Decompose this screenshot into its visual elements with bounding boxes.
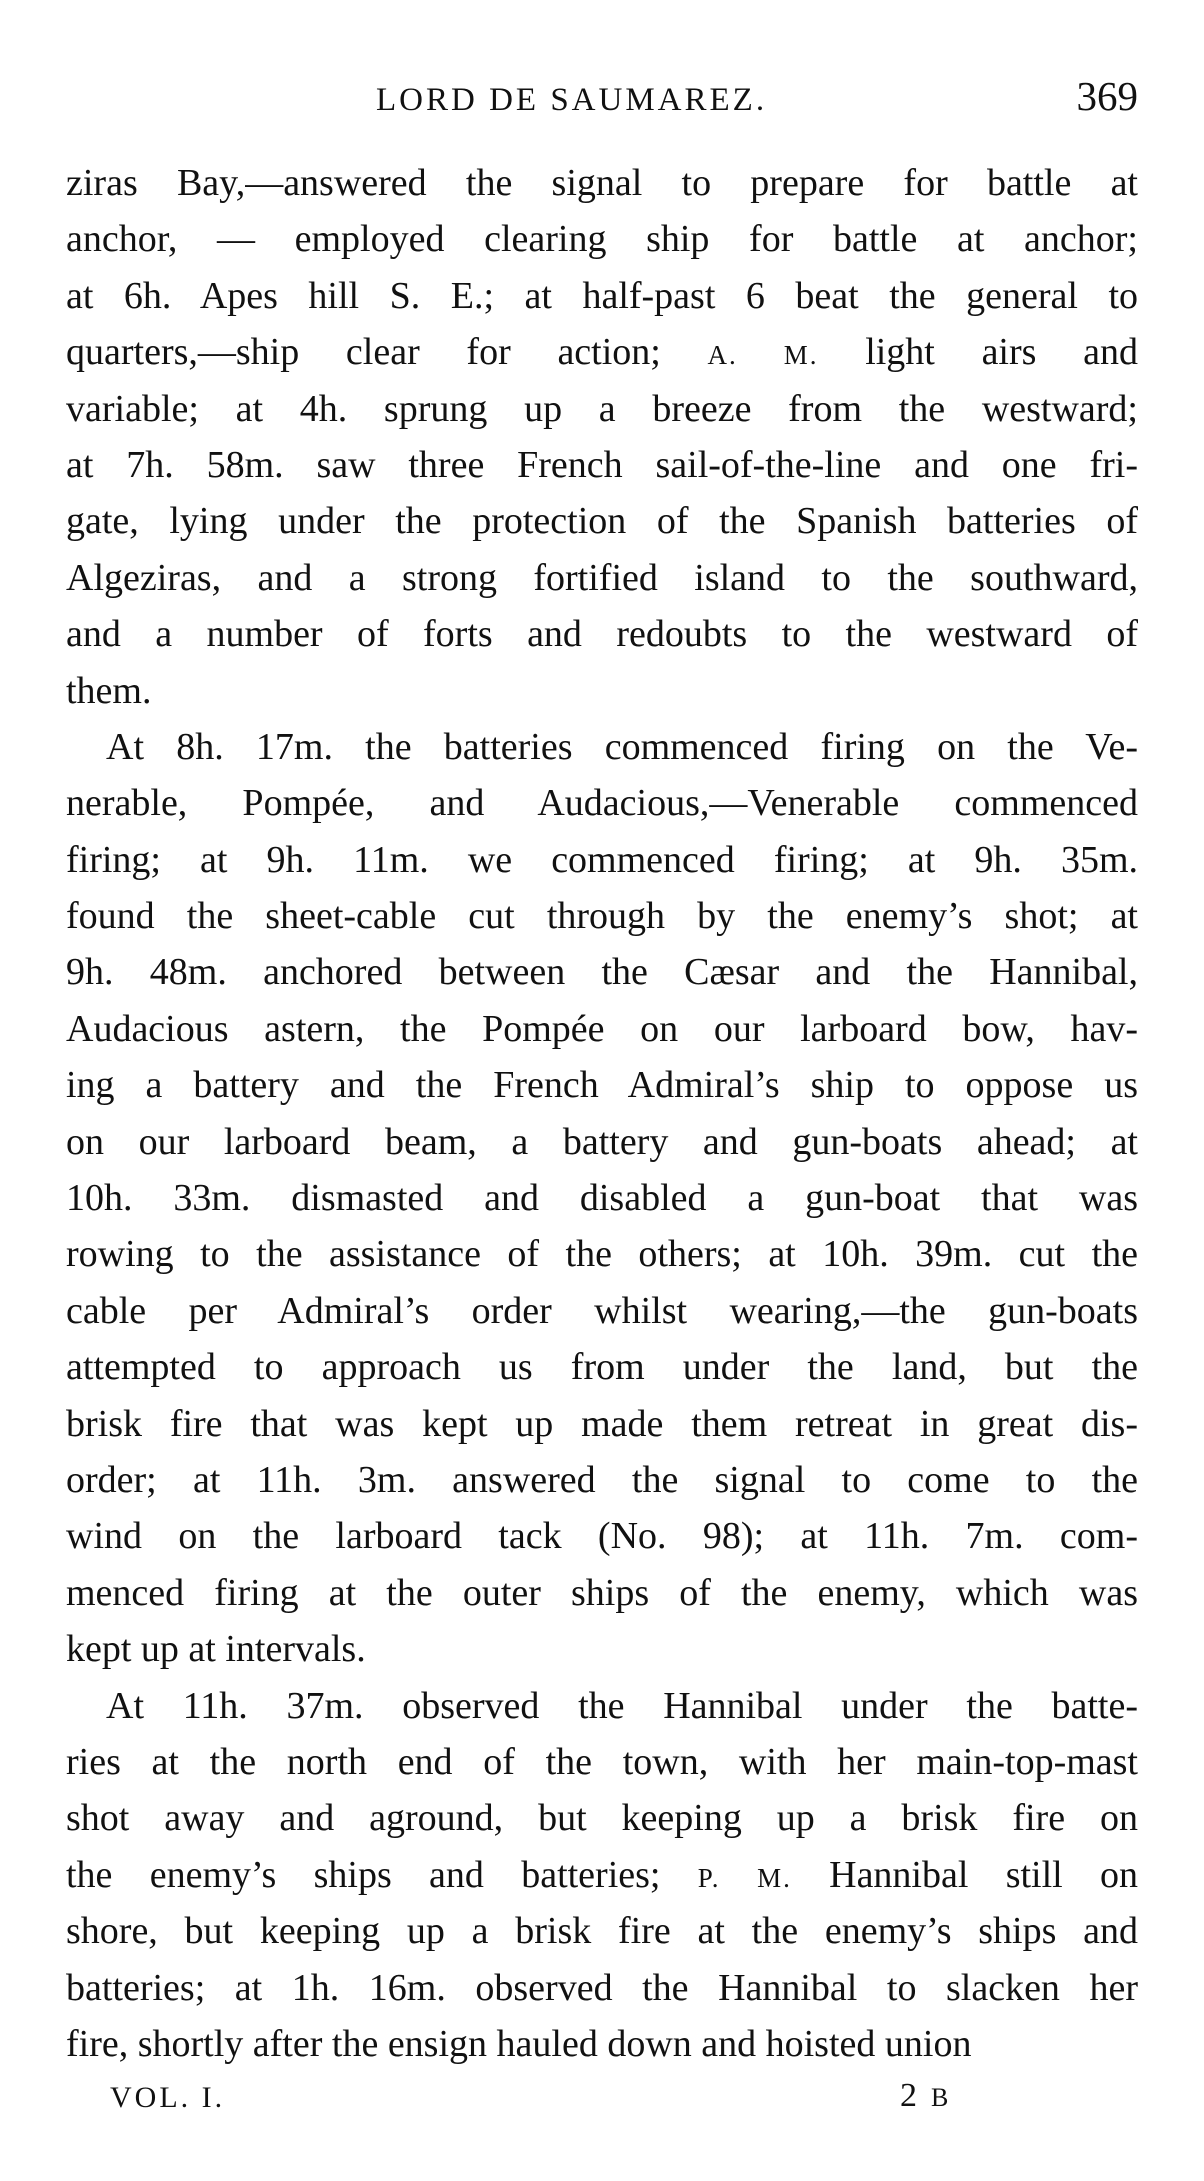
text-line: fire, shortly after the ensign hauled down and hoisted union [66, 2022, 972, 2065]
text-line: brisk fire that was kept up made them retreat in great dis- [66, 1402, 1138, 1445]
text-line: ing a battery and the French Admiral’s ship to oppose us [66, 1064, 1138, 1107]
signature-mark [900, 2077, 948, 2115]
text-line: nerable, Pompée, and Audacious,—Venerable commenced [66, 782, 1138, 825]
text-segment: the enemy’s ships and batteries; [66, 1853, 698, 1896]
text-line: firing; at 9h. 11m. we commenced firing; at 9h. 35m. [66, 838, 1138, 881]
page-header [66, 72, 1138, 128]
text-line: shot away and aground, but keeping up a brisk fire on [66, 1797, 1138, 1840]
text-line: menced firing at the outer ships of the enemy, which was [66, 1571, 1138, 1614]
text-line: order; at 11h. 3m. answered the signal to come to the [66, 1458, 1138, 1501]
text-line: gate, lying under the protection of the Spanish batteries of [66, 500, 1138, 543]
text-line: on our larboard beam, a battery and gun-boats ahead; at [66, 1120, 1138, 1163]
text-line: Algeziras, and a strong fortified island to the southward, [66, 556, 1138, 599]
text-line: At 11h. 37m. observed the Hannibal under the batte- [106, 1684, 1138, 1727]
text-line: shore, but keeping up a brisk fire at the enemy’s ships and [66, 1910, 1138, 1953]
text-line: found the sheet-cable cut through by the enemy’s shot; at [66, 895, 1138, 938]
paragraph [66, 1678, 1138, 2073]
text-line: at 6h. Apes hill S. E.; at half-past 6 beat the general to [66, 274, 1138, 317]
running-head: LORD DE SAUMAREZ. [376, 82, 768, 118]
text-line [66, 324, 1138, 380]
text-segment: light airs and [818, 331, 1138, 374]
signature-number: 2 [900, 2077, 917, 2114]
text-line: and a number of forts and redoubts to the westward of [66, 613, 1138, 656]
text-line: ziras Bay,—answered the signal to prepare for battle at [66, 162, 1138, 204]
text-line: at 7h. 58m. saw three French sail-of-the-line and one fri- [66, 443, 1138, 486]
small-caps-abbreviation: P. M. [697, 1862, 792, 1893]
page-number: 369 [1076, 73, 1138, 119]
page-footer [110, 2077, 1010, 2131]
text-line: variable; at 4h. sprung up a breeze from the westward; [66, 387, 1138, 430]
paragraph [66, 155, 1138, 719]
text-line: Audacious astern, the Pompée on our larboard bow, hav- [66, 1007, 1138, 1050]
text-segment: quarters,—ship clear for action; [66, 331, 708, 374]
text-line: batteries; at 1h. 16m. observed the Hannibal to slacken her [66, 1966, 1138, 2009]
text-line: rowing to the assistance of the others; at 10h. 39m. cut the [66, 1233, 1138, 1276]
volume-mark: VOL. I. [110, 2081, 226, 2114]
text-line [66, 1847, 1138, 1903]
text-line: 10h. 33m. dismasted and disabled a gun-boat that was [66, 1177, 1138, 1220]
text-line: kept up at intervals. [66, 1628, 366, 1671]
body-text [66, 155, 1138, 2072]
text-line: ries at the north end of the town, with her main-top-mast [66, 1740, 1138, 1783]
text-line: attempted to approach us from under the land, but the [66, 1346, 1138, 1389]
small-caps-abbreviation: A. M. [707, 340, 819, 371]
text-segment: Hannibal still on [791, 1853, 1138, 1896]
text-line: anchor, — employed clearing ship for battle at anchor; [66, 218, 1138, 261]
text-line: 9h. 48m. anchored between the Cæsar and the Hannibal, [66, 951, 1138, 994]
paragraph [66, 719, 1138, 1678]
signature-letter: B [931, 2083, 949, 2112]
text-line: wind on the larboard tack (No. 98); at 11h. 7m. com- [66, 1515, 1138, 1558]
text-line: At 8h. 17m. the batteries commenced firing on the Ve- [106, 725, 1138, 768]
text-line: cable per Admiral’s order whilst wearing,—the gun-boats [66, 1289, 1138, 1332]
text-line: them. [66, 669, 152, 712]
